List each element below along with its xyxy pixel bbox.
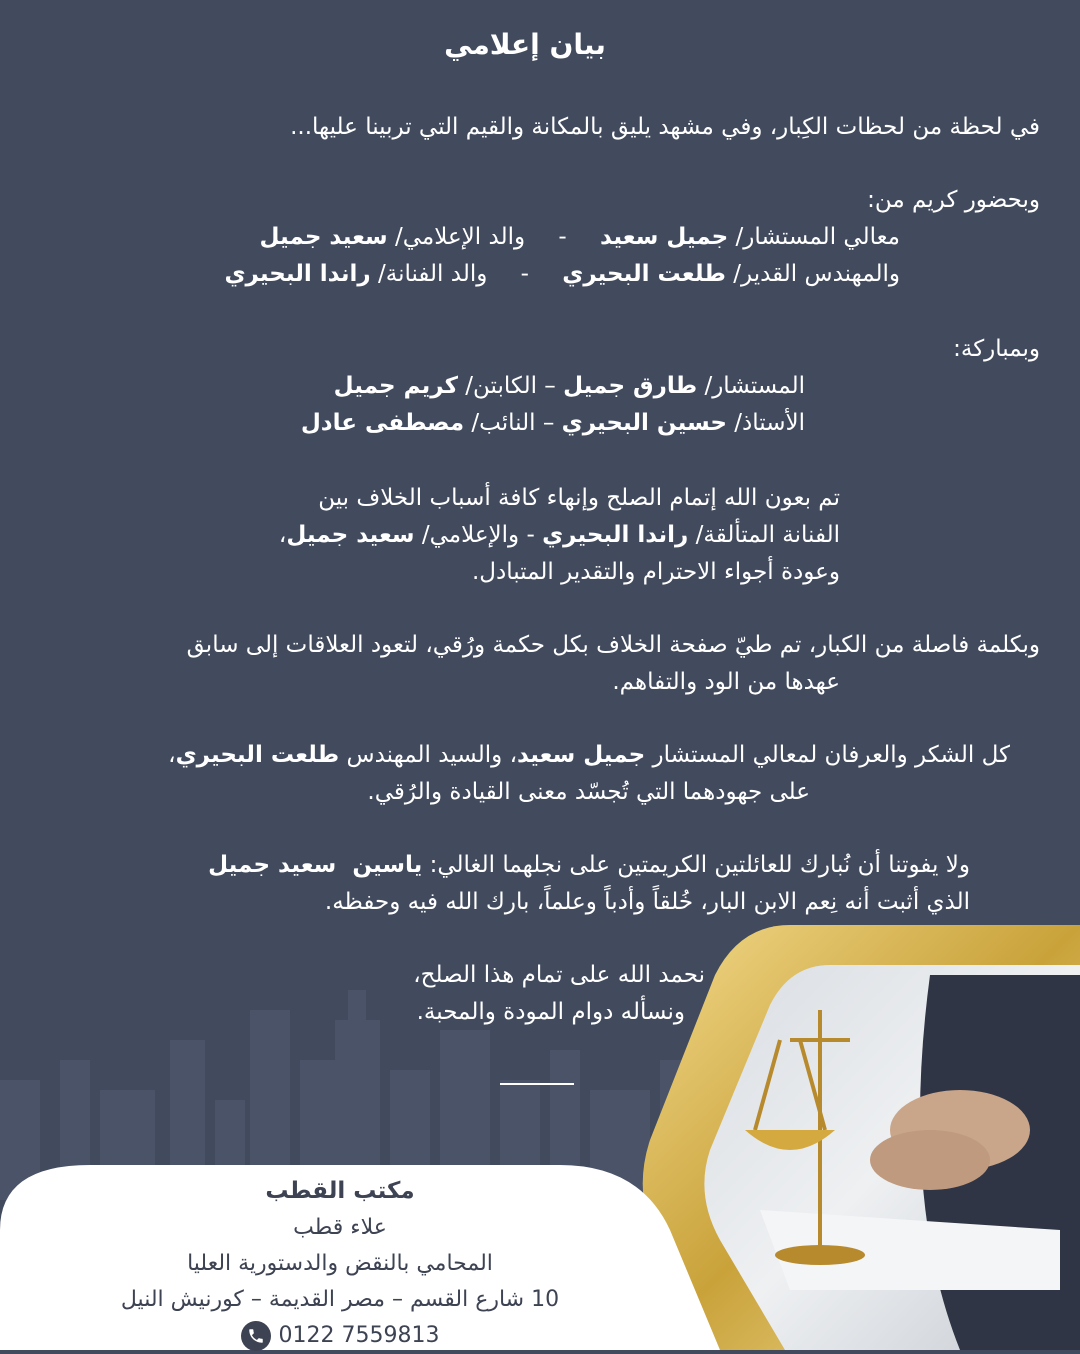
footer-contact bbox=[40, 1173, 640, 1354]
reconciliation-end: ، bbox=[278, 522, 287, 548]
phone-number[interactable]: 0122 7559813 bbox=[278, 1323, 440, 1348]
presence-row1-sep: - bbox=[558, 224, 567, 250]
presence-row2-name2: راندا البحيري bbox=[224, 261, 371, 287]
blessing-row-1 bbox=[40, 368, 1040, 405]
closing-section bbox=[40, 957, 1040, 1031]
reconciliation-section bbox=[40, 480, 1040, 591]
blessing-row1-name2: كريم جميل bbox=[333, 373, 458, 399]
divider-line bbox=[500, 1083, 574, 1085]
reconciliation-prefix: الفنانة المتألقة/ bbox=[695, 522, 840, 548]
reconciliation-mid: - والإعلامي/ bbox=[421, 522, 535, 548]
closing-line-2: ونسأله دوام المودة والمحبة. bbox=[416, 999, 685, 1025]
congrats-section bbox=[40, 847, 1040, 921]
blessing-row1-sep: – bbox=[544, 373, 556, 399]
presence-row-2 bbox=[40, 256, 1040, 293]
blessing-row1-name1: طارق جميل bbox=[563, 373, 698, 399]
presence-row2-sep: - bbox=[520, 261, 529, 287]
blessing-row2-name1: حسين البحيري bbox=[561, 410, 727, 436]
blessing-row1-prefix1: المستشار/ bbox=[704, 373, 805, 399]
presence-row2-name1: طلعت البحيري bbox=[562, 261, 726, 287]
presence-row1-prefix2: والد الإعلامي/ bbox=[395, 224, 526, 250]
presence-row-1 bbox=[40, 219, 1040, 256]
blessing-section bbox=[40, 331, 1040, 442]
presence-heading: وبحضور كريم من: bbox=[867, 187, 1040, 213]
presence-row2-prefix2: والد الفنانة/ bbox=[377, 261, 488, 287]
blessing-row2-name2: مصطفى عادل bbox=[300, 410, 465, 436]
blessing-heading: وبمباركة: bbox=[953, 336, 1040, 362]
blessing-row2-prefix2: النائب/ bbox=[471, 410, 536, 436]
office-name: مكتب القطب bbox=[265, 1178, 415, 1204]
blessing-row2-sep: – bbox=[542, 410, 555, 436]
presence-row1-name2: سعيد جميل bbox=[259, 224, 388, 250]
thanks-line-1 bbox=[40, 737, 1010, 774]
decisive-line-1: وبكلمة فاصلة من الكبار، تم طيّ صفحة الخلاف بكل حكمة ورُقي، لتعود العلاقات إلى سابق bbox=[186, 632, 1040, 658]
blessing-row-2 bbox=[40, 405, 1040, 442]
thanks-end: ، bbox=[168, 742, 176, 768]
statement-body bbox=[40, 28, 1040, 1031]
thanks-name-2: طلعت البحيري bbox=[175, 742, 340, 768]
presence-row2-prefix1: والمهندس القدير/ bbox=[733, 261, 900, 287]
congrats-name: ياسين سعيد جميل bbox=[208, 852, 423, 878]
closing-line-1: نحمد الله على تمام هذا الصلح، bbox=[413, 962, 705, 988]
intro-text: في لحظة من لحظات الكِبار، وفي مشهد يليق بالمكانة والقيم التي تربينا عليها... bbox=[290, 114, 1040, 140]
congrats-line-2: الذي أثبت أنه نِعم الابن البار، خُلقاً وأدباً وعلماً، بارك الله فيه وحفظه. bbox=[324, 889, 970, 915]
reconciliation-line-3: وعودة أجواء الاحترام والتقدير المتبادل. bbox=[471, 559, 840, 585]
page-title: بيان إعلامي bbox=[444, 28, 606, 61]
lawyer-name: علاء قطب bbox=[293, 1215, 387, 1240]
reconciliation-line-1: تم بعون الله إتمام الصلح وإنهاء كافة أسباب الخلاف بين bbox=[318, 485, 840, 511]
thanks-mid: ، والسيد المهندس bbox=[346, 742, 517, 768]
blessing-row1-prefix2: الكابتن/ bbox=[465, 373, 537, 399]
congrats-prefix: ولا يفوتنا أن نُبارك للعائلتين الكريمتين على نجلهما الغالي: bbox=[429, 852, 970, 878]
reconciliation-name-1: راندا البحيري bbox=[542, 522, 689, 548]
phone-icon bbox=[241, 1321, 271, 1351]
reconciliation-line-2 bbox=[40, 517, 840, 554]
decisive-section bbox=[40, 627, 1040, 701]
presence-row1-prefix1: معالي المستشار/ bbox=[735, 224, 900, 250]
presence-row1-name1: جميل سعيد bbox=[600, 224, 729, 250]
presence-section bbox=[40, 182, 1040, 293]
office-address: 10 شارع القسم – مصر القديمة – كورنيش النيل bbox=[120, 1287, 560, 1312]
lawyer-title: المحامي بالنقض والدستورية العليا bbox=[187, 1251, 493, 1276]
reconciliation-name-2: سعيد جميل bbox=[286, 522, 415, 548]
blessing-row2-prefix1: الأستاذ/ bbox=[734, 410, 805, 436]
thanks-line-2: على جهودهما التي تُجسّد معنى القيادة والرُقي. bbox=[367, 779, 810, 805]
phone-row bbox=[40, 1318, 640, 1354]
decisive-line-2: عهدها من الود والتفاهم. bbox=[612, 669, 840, 695]
thanks-prefix: كل الشكر والعرفان لمعالي المستشار bbox=[652, 742, 1010, 768]
thanks-name-1: جميل سعيد bbox=[517, 742, 646, 768]
congrats-line-1 bbox=[40, 847, 970, 884]
thanks-section bbox=[40, 737, 1040, 811]
